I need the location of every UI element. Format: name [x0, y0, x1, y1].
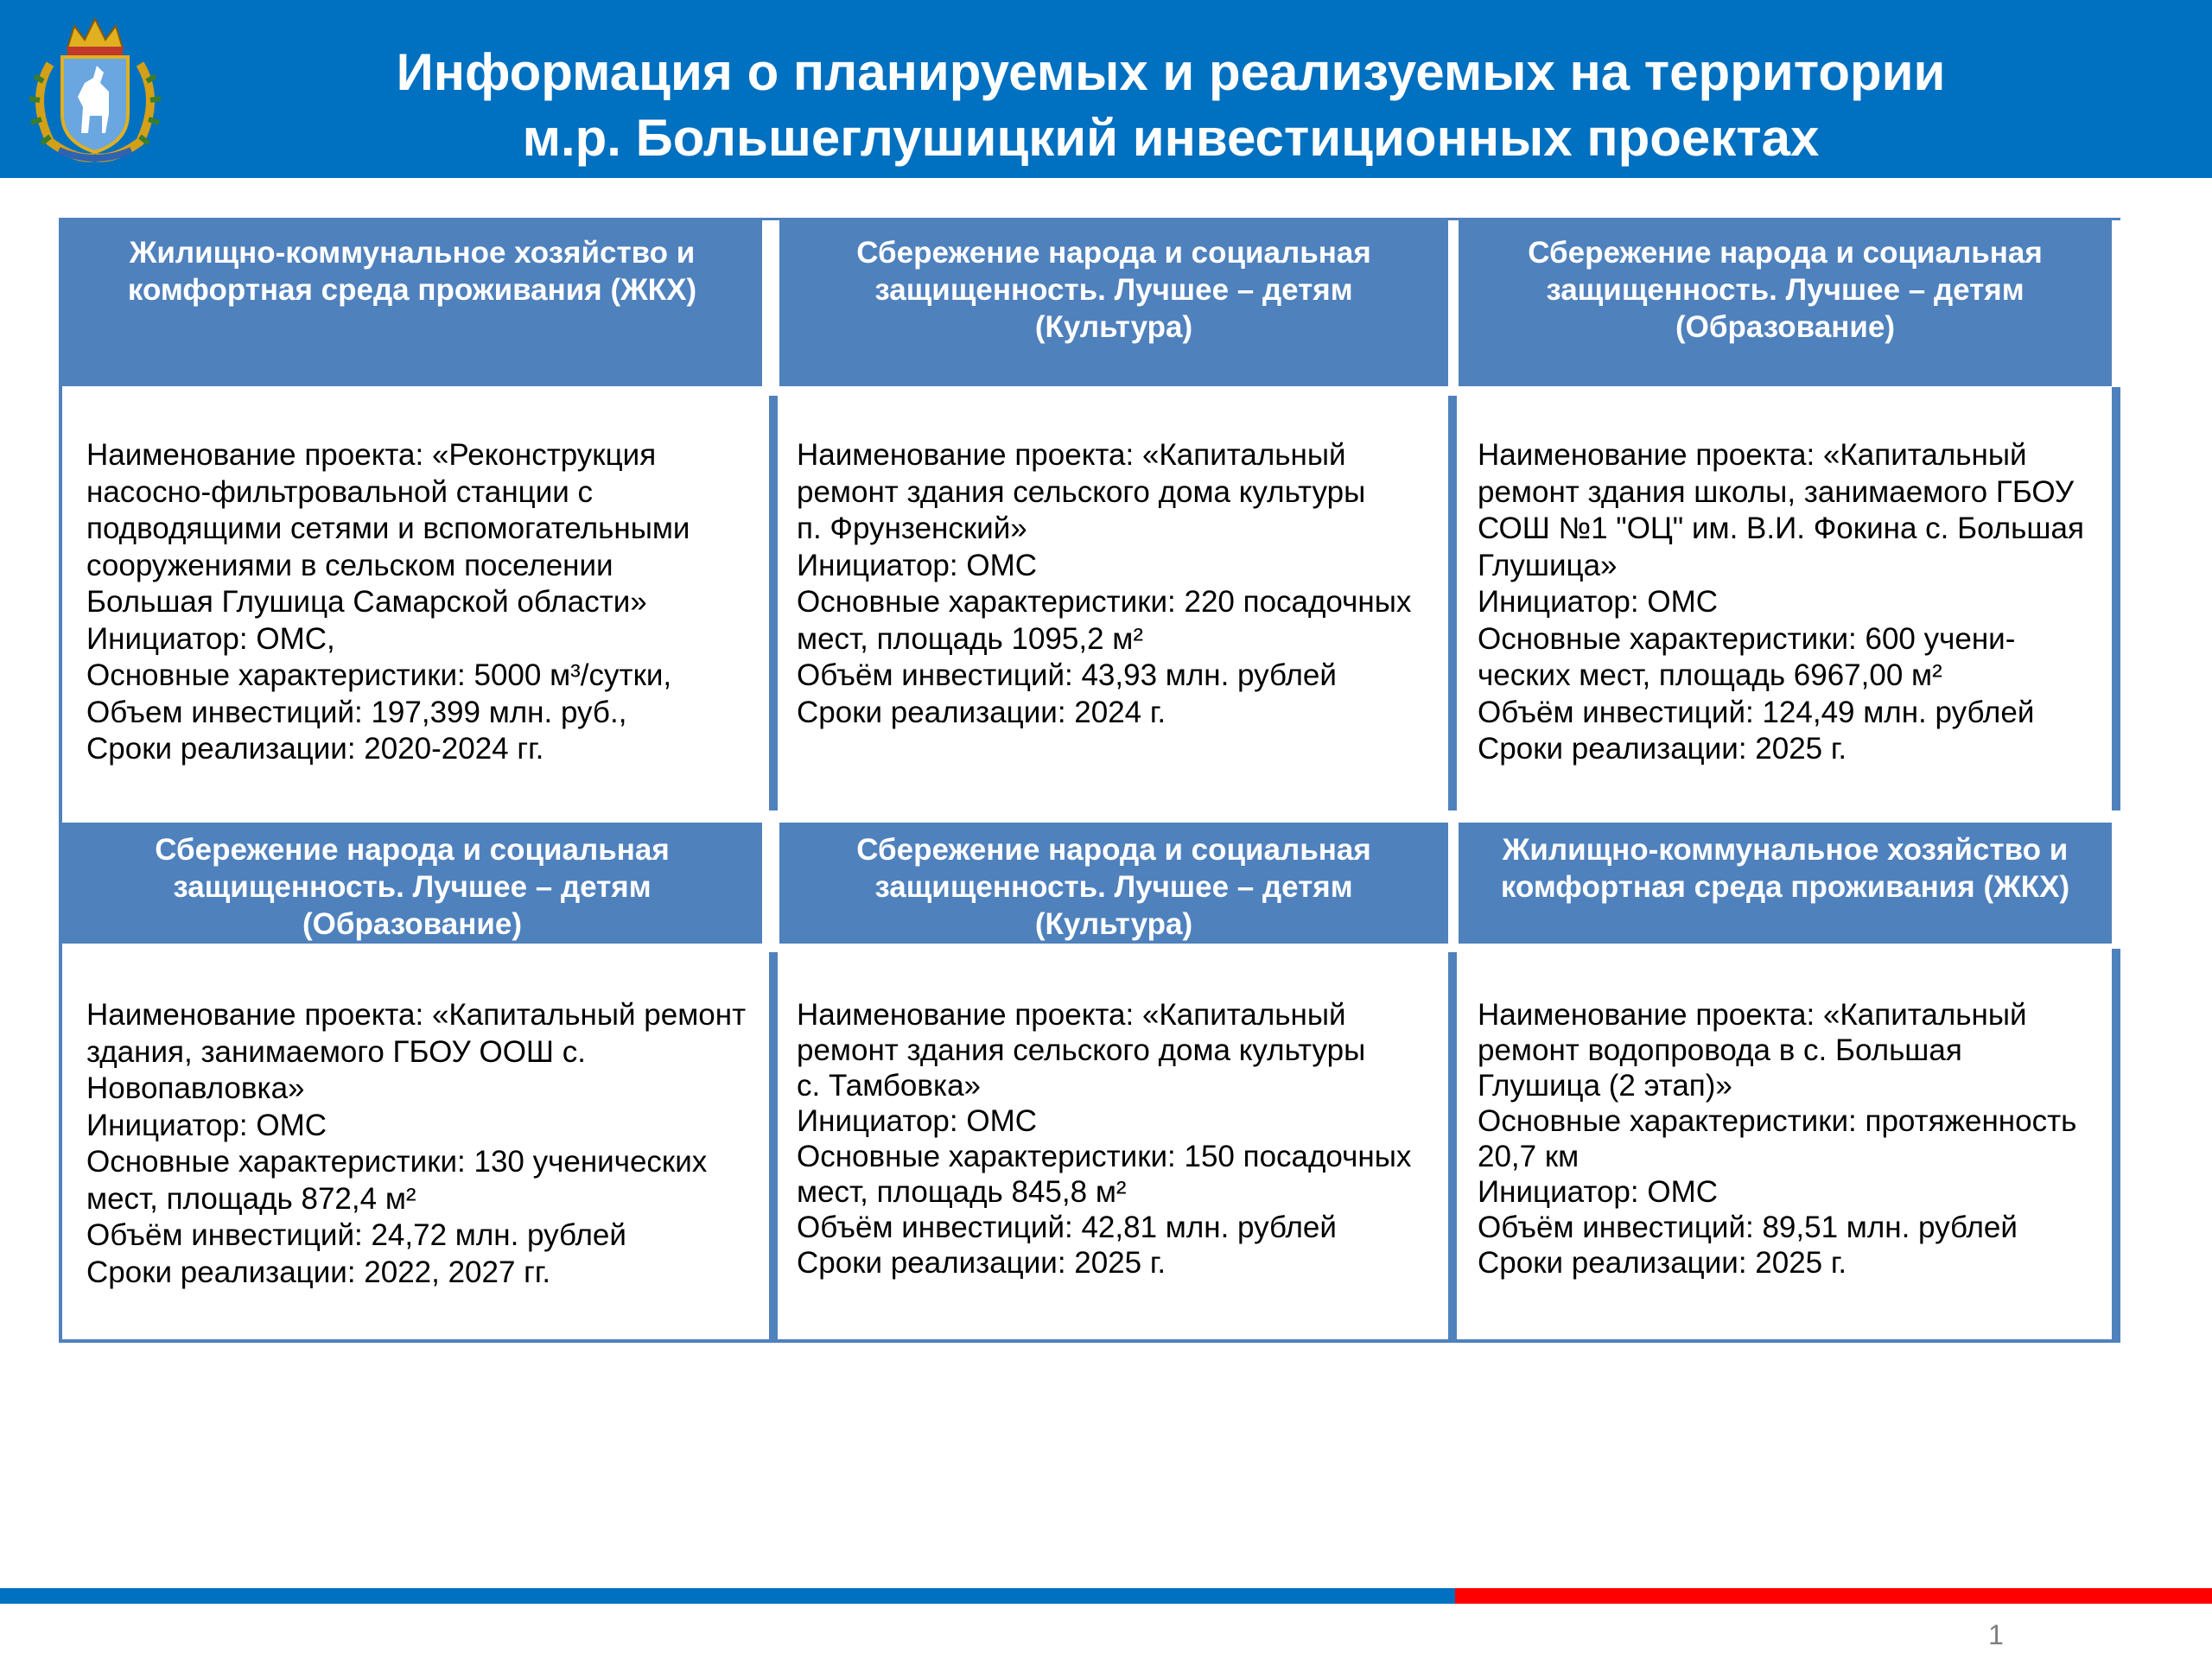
table-bottom-border — [59, 1339, 2120, 1343]
samara-coat-of-arms-icon — [24, 12, 166, 164]
category-line: защищенность. Лучшее – детям — [874, 273, 1353, 307]
project-line: Наименование проекта: «Капитальный — [1478, 998, 2027, 1032]
project-line: Инициатор: ОМС — [86, 1108, 327, 1142]
project-description — [778, 437, 1448, 810]
project-line: Основные характеристики: протяженность — [1478, 1104, 2077, 1138]
project-description — [1457, 437, 2112, 810]
project-line: Сроки реализации: 2025 г. — [1478, 1246, 1847, 1280]
project-line: Наименование проекта: «Капитальный ремонт — [86, 998, 747, 1032]
project-line: Сроки реализации: 2024 г. — [797, 695, 1166, 729]
project-line: подводящими сетями и вспомогательными — [86, 512, 690, 545]
project-line: Наименование проекта: «Реконструкция — [86, 438, 657, 472]
project-description — [778, 997, 1448, 1339]
column-divider-4 — [1448, 952, 1457, 1343]
category-line: Сбережение народа и социальная — [856, 833, 1371, 867]
category-header — [62, 220, 762, 386]
category-line: Сбережение народа и социальная — [155, 833, 670, 867]
project-line: ремонт здания школы, занимаемого ГБОУ — [1478, 474, 2075, 509]
table-right-border-bottom — [2112, 949, 2120, 1343]
category-line: (Образование) — [302, 907, 522, 941]
project-line: Сроки реализации: 2025 г. — [797, 1246, 1166, 1280]
footer-stripe-blue — [0, 1588, 1455, 1604]
project-line: Глушица (2 этап)» — [1478, 1069, 1732, 1103]
project-line: Наименование проекта: «Капитальный — [797, 998, 1346, 1032]
project-line: Основные характеристики: 600 учени- — [1478, 621, 2016, 656]
projects-table — [59, 218, 2120, 1341]
project-line: сооружениями в сельском поселении — [86, 548, 613, 582]
project-line: насосно-фильтровальной станции с — [86, 474, 594, 509]
title-line-1: Информация о планируемых и реализуемых на территории — [396, 43, 1946, 101]
category-line: комфортная среда проживания (ЖКХ) — [1500, 870, 2070, 904]
project-line: ремонт здания сельского дома культуры — [797, 1033, 1366, 1067]
project-line: Инициатор: ОМС — [1478, 1175, 1719, 1209]
category-line: Жилищно-коммунальное хозяйство и — [1502, 833, 2069, 867]
project-line: Основные характеристики: 150 посадочных — [797, 1140, 1412, 1173]
project-line: ремонт водопровода в с. Большая — [1478, 1033, 1962, 1067]
column-divider-3 — [769, 952, 778, 1343]
project-line: СОШ №1 "ОЦ" им. В.И. Фокина с. Большая — [1478, 512, 2084, 545]
category-header — [62, 823, 762, 944]
category-header — [779, 220, 1448, 386]
project-line: Наименование проекта: «Капитальный — [1478, 438, 2027, 472]
project-line: мест, площадь 872,4 м² — [86, 1181, 416, 1216]
project-line: Объём инвестиций: 124,49 млн. рублей — [1478, 695, 2035, 729]
project-line: Наименование проекта: «Капитальный — [797, 438, 1346, 472]
table-right-border-top — [2112, 387, 2120, 810]
category-line: защищенность. Лучшее – детям — [874, 870, 1353, 904]
project-line: Сроки реализации: 2022, 2027 гг. — [86, 1255, 551, 1289]
category-line: Жилищно-коммунальное хозяйство и — [129, 236, 696, 270]
category-header — [1459, 220, 2112, 386]
category-line: защищенность. Лучшее – детям — [1546, 273, 2024, 307]
project-line: ремонт здания сельского дома культуры — [797, 474, 1366, 509]
project-line: ческих мест, площадь 6967,00 м² — [1478, 658, 1942, 692]
project-line: Большая Глушица Самарской области» — [86, 585, 647, 619]
project-line: Объём инвестиций: 42,81 млн. рублей — [797, 1211, 1337, 1244]
category-header — [779, 823, 1448, 944]
project-description — [1457, 997, 2112, 1339]
title-line-2: м.р. Большеглушицкий инвестиционных проектах — [522, 109, 1820, 167]
page-number: 1 — [1988, 1619, 2004, 1650]
project-line: Инициатор: ОМС — [797, 548, 1038, 582]
column-divider-1 — [769, 396, 778, 810]
project-description — [62, 997, 769, 1339]
category-line: Сбережение народа и социальная — [856, 236, 1371, 270]
column-divider-2 — [1448, 396, 1457, 810]
project-line: Сроки реализации: 2025 г. — [1478, 732, 1847, 766]
project-line: Глушица» — [1478, 548, 1618, 582]
project-line: Объём инвестиций: 43,93 млн. рублей — [797, 658, 1337, 692]
project-line: Объём инвестиций: 24,72 млн. рублей — [86, 1218, 626, 1252]
project-line: 20,7 км — [1478, 1140, 1580, 1173]
category-line: (Образование) — [1675, 310, 1895, 344]
project-line: Инициатор: ОМС — [1478, 585, 1719, 619]
project-line: Основные характеристики: 5000 м³/сутки, — [86, 658, 672, 692]
project-line: Объём инвестиций: 89,51 млн. рублей — [1478, 1211, 2018, 1244]
project-line: Новопавловка» — [86, 1071, 305, 1105]
project-line: Инициатор: ОМС, — [86, 621, 335, 656]
category-line: Сбережение народа и социальная — [1528, 236, 2043, 270]
project-line: с. Тамбовка» — [797, 1069, 982, 1103]
category-line: защищенность. Лучшее – детям — [173, 870, 652, 904]
header-bar — [0, 0, 2212, 178]
project-line: здания, занимаемого ГБОУ ООШ с. — [86, 1034, 586, 1069]
project-line: мест, площадь 845,8 м² — [797, 1175, 1127, 1209]
footer-stripe-red — [1455, 1588, 2212, 1604]
project-line: Сроки реализации: 2020-2024 гг. — [86, 732, 544, 766]
category-line: комфортная среда проживания (ЖКХ) — [127, 273, 697, 307]
category-line: (Культура) — [1034, 310, 1193, 344]
category-header — [1459, 823, 2112, 944]
project-description — [62, 437, 769, 810]
project-line: Основные характеристики: 130 ученических — [86, 1145, 708, 1179]
project-line: Объем инвестиций: 197,399 млн. руб., — [86, 695, 627, 729]
project-line: Инициатор: ОМС — [797, 1104, 1038, 1138]
category-line: (Культура) — [1034, 907, 1193, 941]
project-line: мест, площадь 1095,2 м² — [797, 621, 1143, 656]
project-line: Основные характеристики: 220 посадочных — [797, 585, 1412, 619]
page-title — [207, 40, 2134, 171]
project-line: п. Фрунзенский» — [797, 512, 1027, 545]
